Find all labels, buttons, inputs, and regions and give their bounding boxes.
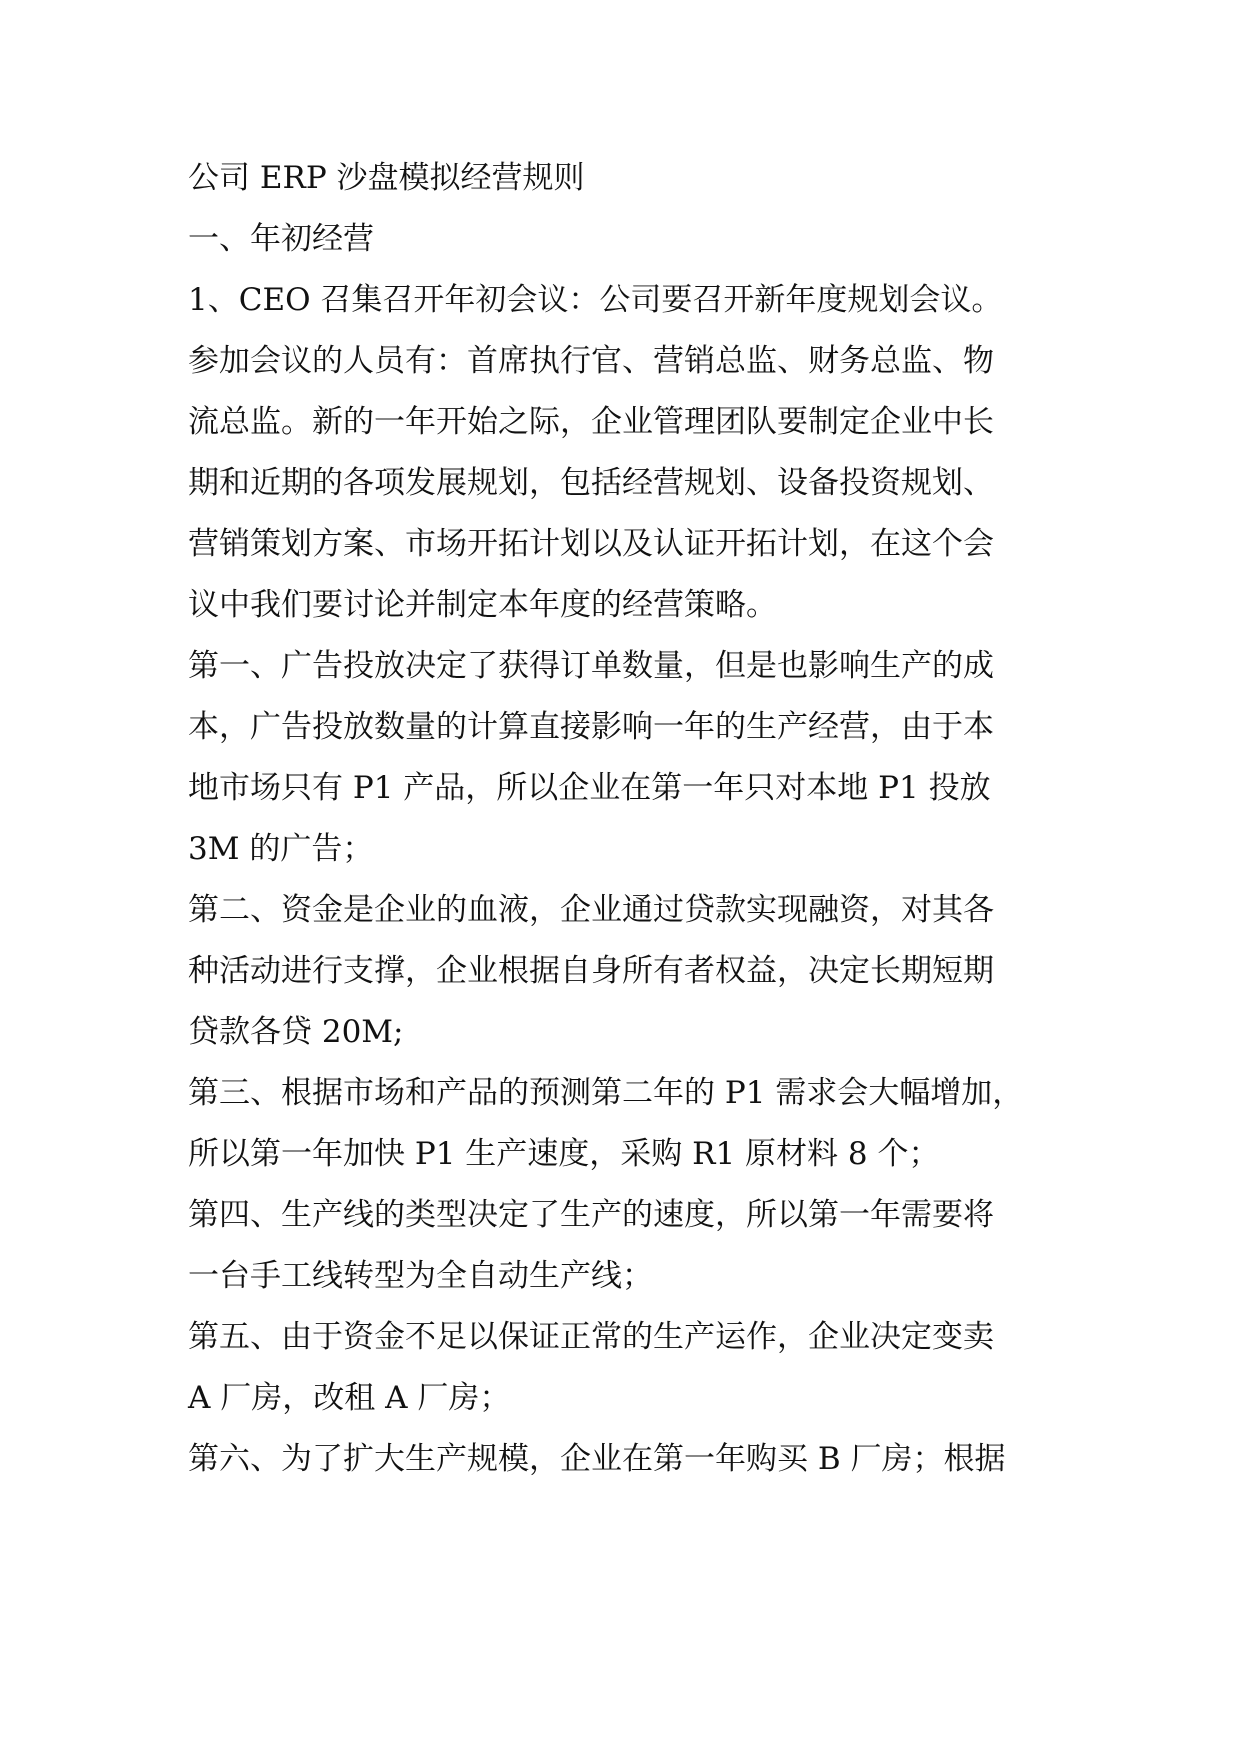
section-heading: 一、年初经营: [188, 221, 374, 257]
paragraph-line: A 厂房，改租 A 厂房；: [188, 1380, 511, 1416]
paragraph-line: 第三、根据市场和产品的预测第二年的 P1 需求会大幅增加，: [188, 1075, 1024, 1111]
paragraph-line: 第四、生产线的类型决定了生产的速度，所以第一年需要将: [188, 1197, 994, 1233]
paragraph-line: 贷款各贷 20M;: [188, 1014, 404, 1050]
document-title: 公司 ERP 沙盘模拟经营规则: [188, 160, 585, 196]
paragraph-line: 议中我们要讨论并制定本年度的经营策略。: [188, 587, 777, 623]
paragraph-line: 3M 的广告；: [188, 831, 374, 867]
paragraph-line: 1、CEO 召集召开年初会议：公司要召开新年度规划会议。: [188, 282, 1003, 318]
paragraph-line: 第二、资金是企业的血液，企业通过贷款实现融资，对其各: [188, 892, 994, 928]
paragraph-line: 所以第一年加快 P1 生产速度，采购 R1 原材料 8 个；: [188, 1136, 940, 1172]
paragraph-line: 种活动进行支撑，企业根据自身所有者权益，决定长期短期: [188, 953, 994, 989]
paragraph-line: 第一、广告投放决定了获得订单数量，但是也影响生产的成: [188, 648, 994, 684]
paragraph-line: 第五、由于资金不足以保证正常的生产运作，企业决定变卖: [188, 1319, 994, 1355]
paragraph-line: 营销策划方案、市场开拓计划以及认证开拓计划，在这个会: [188, 526, 994, 562]
paragraph-line: 参加会议的人员有：首席执行官、营销总监、财务总监、物: [188, 343, 994, 379]
paragraph-line: 期和近期的各项发展规划，包括经营规划、设备投资规划、: [188, 465, 994, 501]
paragraph-line: 本，广告投放数量的计算直接影响一年的生产经营，由于本: [188, 709, 994, 745]
paragraph-line: 第六、为了扩大生产规模，企业在第一年购买 B 厂房；根据: [188, 1441, 1006, 1477]
paragraph-line: 流总监。新的一年开始之际，企业管理团队要制定企业中长: [188, 404, 994, 440]
paragraph-line: 一台手工线转型为全自动生产线；: [188, 1258, 653, 1294]
document-body: [188, 148, 1058, 1598]
paragraph-line: 地市场只有 P1 产品，所以企业在第一年只对本地 P1 投放: [188, 770, 991, 806]
